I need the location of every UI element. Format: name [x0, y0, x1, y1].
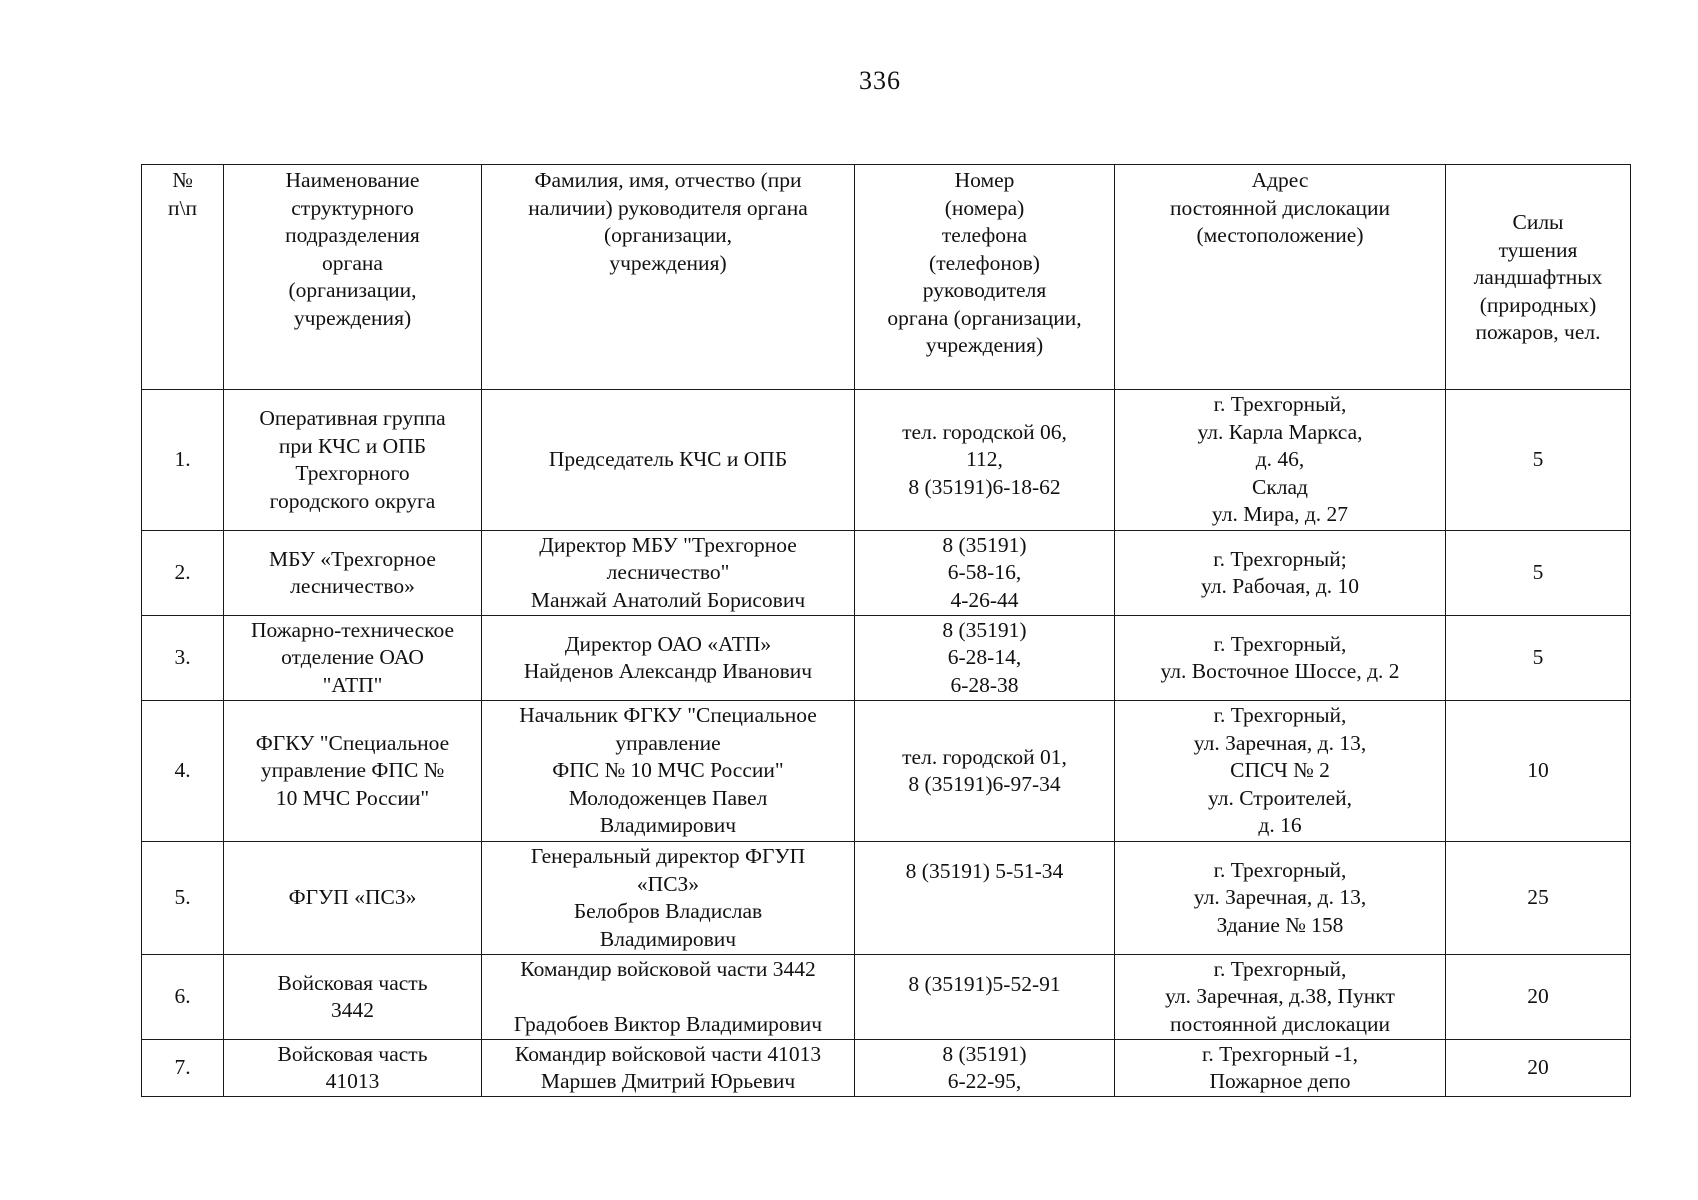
- row-forces: 10: [1446, 701, 1631, 842]
- row-unit-name: МБУ «Трехгорное лесничество»: [224, 531, 482, 616]
- row-number: 1.: [142, 390, 224, 531]
- row-head-title: Командир войсковой части 3442: [520, 957, 816, 981]
- header-phone: Номер (номера) телефона (телефонов) руководителя органа (организации, учреждения): [855, 165, 1115, 390]
- table-row: [142, 955, 1631, 1040]
- row-phone: тел. городской 06, 112, 8 (35191)6-18-62: [855, 390, 1115, 531]
- row-forces: 5: [1446, 390, 1631, 531]
- table-row: [142, 701, 1631, 842]
- row-forces: 5: [1446, 616, 1631, 701]
- row-unit-name: Пожарно-техническое отделение ОАО "АТП": [224, 616, 482, 701]
- row-unit-name: Оперативная группа при КЧС и ОПБ Трехгорного городского округа: [224, 390, 482, 531]
- header-number: № п\п: [142, 165, 224, 390]
- row-head-person: Градобоев Виктор Владимирович: [513, 1011, 823, 1036]
- row-address: г. Трехгорный, ул. Карла Маркса, д. 46, Склад ул. Мира, д. 27: [1115, 390, 1446, 531]
- fire-forces-table: [141, 164, 1631, 1097]
- row-phone: 8 (35191)5-52-91: [855, 955, 1115, 1040]
- row-forces: 20: [1446, 955, 1631, 1040]
- row-head: Начальник ФГКУ "Специальное управление ФПС № 10 МЧС России" Молодоженцев Павел Владимирович: [482, 701, 855, 842]
- row-forces: 20: [1446, 1040, 1631, 1097]
- row-unit-name: Войсковая часть 3442: [224, 955, 482, 1040]
- page-number: 336: [859, 66, 901, 95]
- row-unit-name: ФГУП «ПСЗ»: [224, 842, 482, 955]
- row-phone: 8 (35191) 6-28-14, 6-28-38: [855, 616, 1115, 701]
- table-row: [142, 1040, 1631, 1097]
- table-header-row: [142, 165, 1631, 390]
- row-forces: 25: [1446, 842, 1631, 955]
- header-head-name: Фамилия, имя, отчество (при наличии) руководителя органа (организации, учреждения): [482, 165, 855, 390]
- row-address: г. Трехгорный, ул. Заречная, д. 13, СПСЧ № 2 ул. Строителей, д. 16: [1115, 701, 1446, 842]
- table-row: [142, 842, 1631, 955]
- header-address: Адрес постоянной дислокации (местоположение): [1115, 165, 1446, 390]
- row-number: 2.: [142, 531, 224, 616]
- row-address: г. Трехгорный; ул. Рабочая, д. 10: [1115, 531, 1446, 616]
- row-number: 4.: [142, 701, 224, 842]
- table-row: [142, 531, 1631, 616]
- row-head: Генеральный директор ФГУП «ПСЗ» Белобров Владислав Владимирович: [482, 842, 855, 955]
- row-forces: 5: [1446, 531, 1631, 616]
- table-row: [142, 390, 1631, 531]
- row-phone: 8 (35191) 5-51-34: [855, 842, 1115, 955]
- row-head: Директор МБУ "Трехгорное лесничество" Манжай Анатолий Борисович: [482, 531, 855, 616]
- row-address: г. Трехгорный -1, Пожарное депо: [1115, 1040, 1446, 1097]
- row-head: [482, 955, 855, 1040]
- row-head: Командир войсковой части 41013 Маршев Дмитрий Юрьевич: [482, 1040, 855, 1097]
- row-number: 6.: [142, 955, 224, 1040]
- row-number: 7.: [142, 1040, 224, 1097]
- row-address: г. Трехгорный, ул. Восточное Шоссе, д. 2: [1115, 616, 1446, 701]
- table-row: [142, 616, 1631, 701]
- row-phone: 8 (35191) 6-58-16, 4-26-44: [855, 531, 1115, 616]
- header-forces: Силы тушения ландшафтных (природных) пожаров, чел.: [1446, 165, 1631, 390]
- row-address: г. Трехгорный, ул. Заречная, д. 13, Здание № 158: [1115, 842, 1446, 955]
- row-phone: тел. городской 01, 8 (35191)6-97-34: [855, 701, 1115, 842]
- row-number: 5.: [142, 842, 224, 955]
- row-unit-name: Войсковая часть 41013: [224, 1040, 482, 1097]
- row-head: Директор ОАО «АТП» Найденов Александр Иванович: [482, 616, 855, 701]
- row-unit-name: ФГКУ "Специальное управление ФПС № 10 МЧС России": [224, 701, 482, 842]
- row-number: 3.: [142, 616, 224, 701]
- row-address: г. Трехгорный, ул. Заречная, д.38, Пункт постоянной дислокации: [1115, 955, 1446, 1040]
- row-phone: 8 (35191) 6-22-95,: [855, 1040, 1115, 1097]
- header-unit-name: Наименование структурного подразделения органа (организации, учреждения): [224, 165, 482, 390]
- row-head: Председатель КЧС и ОПБ: [482, 390, 855, 531]
